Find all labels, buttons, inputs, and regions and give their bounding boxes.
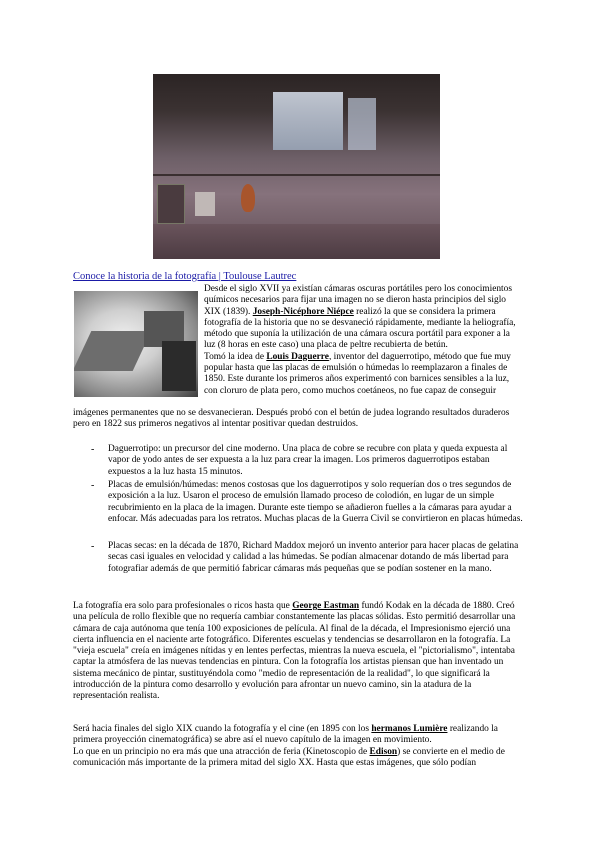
lumiere-link[interactable]: hermanos Lumière bbox=[371, 724, 448, 734]
eastman-link[interactable]: George Eastman bbox=[292, 601, 360, 611]
daguerre-link[interactable]: Louis Daguerre bbox=[266, 351, 329, 362]
cinema-paragraph: Será hacia finales del siglo XIX cuando la fotografía y el cine (en 1895 con los hermanos Lumière realizando la primera proyección cinematográfica) se abre así el nuevo capítulo de la imagen en movimiento. Lo que en un principio no era más que una atracción de feria (Kinetoscopio de Edison) se convierte en el medio de comunicación más importante de la primera mitad del siglo XX. Hasta que estas imágenes, que sólo podían bbox=[73, 724, 505, 768]
image-roof bbox=[74, 331, 151, 371]
photo-window-small bbox=[348, 98, 376, 150]
intro-continuation: imágenes permanentes que no se desvanecieran. Después probó con el betún de judea logrando resultados duraderos pero en 1822 sus primeros negativos al intentar positivar quedan destruidos. bbox=[73, 408, 510, 430]
photo-lamp bbox=[241, 184, 255, 212]
photo-object bbox=[195, 192, 215, 216]
bullet-placas-secas: Placas secas: en la década de 1870, Richard Maddox mejoró un invento anterior para hacer placas de gelatina secas casi iguales en velocidad y calidad a las húmedas. Se podían almacenar dotando de más libertad para fotografiar además de que permitió fabricar cámaras más pequeñas que se podían sostener en la mano. bbox=[108, 541, 519, 574]
photo-floor bbox=[153, 224, 440, 259]
image-building bbox=[162, 341, 196, 391]
intro-paragraph: Desde el siglo XVII ya existían cámaras oscuras portátiles pero los conocimientos químicos necesarios para fijar una imagen no se dieron hasta principios del siglo XIX (1839). Joseph-Nicéphore Niépce realizó la que se considera la primera fotografía de la historia que no se desvaneció rápidamente, mediante la heliografía, método que suponía la utilización de una cámara oscura portátil para exponer a la luz (8 horas en este caso) una placa de peltre recubierta de betún. Tomó la idea de Louis Daguerre, inventor del daguerrotipo, método que fue muy popular hasta que las placas de emulsión o húmedas lo reemplazaron a finales de 1850. Este durante los primeros años experimentó con barnices sensibles a la luz, con cloruro de plata pero, como muchos coetáneos, no fue capaz de conseguir bbox=[204, 284, 516, 396]
niepce-link[interactable]: Joseph-Nicéphore Niépce bbox=[252, 306, 354, 317]
eastman-paragraph: La fotografía era solo para profesionales o ricos hasta que George Eastman fundó Kodak en la década de 1880. Creó una película de rollo flexible que no requería cambiar constantemente las placas sólidas. Esto permitió desarrollar una cámara de caja autónoma que tenía 100 exposiciones de película. Al final de la década, el Impresionismo ejerció una cierta influencia en el naciente arte fotográfico. Diferentes escuelas y tendencias se desarrollaron en la fotografía. La "vieja escuela" creía en imágenes nítidas y en lentes perfectas, mientras la nueva escuela, el "pictorialismo", intentaba captar la atmósfera de las nuevas tendencias en pintura. Con la fotografía los artistas piensan que han inventado un sistema mecánico de pintar, sustituyéndola como "medio de representación de la realidad", lo que significará la introducción de la pintura como desarrollo y evolución para afrontar un nuevo camino, sin la atadura de la representación realista. bbox=[73, 601, 516, 702]
edison-link[interactable]: Edison bbox=[369, 746, 398, 757]
bullet-placas-humedas: Placas de emulsión/húmedas: menos costosas que los daguerrotipos y solo requerían dos o tres segundos de exposición a la luz. Usaron el proceso de emulsión llamado proceso de colodión, en lugar de un simple recubrimiento en la placa de la imagen. Durante este tiempo se añadieron fuelles a la cámaras para ayudar a enfocar. Más adecuadas para los retratos. Muchas placas de la Guerra Civil se convirtieron en placas húmedas. bbox=[108, 480, 523, 524]
bullet-marker: - bbox=[91, 541, 95, 552]
bullet-daguerrotipo: Daguerrotipo: un precursor del cine moderno. Una placa de cobre se recubre con plata y queda expuesta al vapor de yodo antes de ser expuesta a la luz para crear la imagen. Los primeros daguerrotipos estaban expuestos a la luz hasta 15 minutos. bbox=[108, 444, 508, 477]
museum-room-photo bbox=[153, 74, 440, 259]
history-caption-link[interactable]: Conoce la historia de la fotografía | Toulouse Lautrec bbox=[73, 271, 297, 282]
photo-shelf bbox=[153, 174, 440, 176]
bullet-marker: - bbox=[91, 444, 95, 455]
bullet-marker: - bbox=[91, 480, 95, 491]
historic-heliography-image bbox=[74, 291, 198, 397]
photo-window bbox=[273, 92, 343, 150]
photo-frame bbox=[157, 184, 185, 224]
